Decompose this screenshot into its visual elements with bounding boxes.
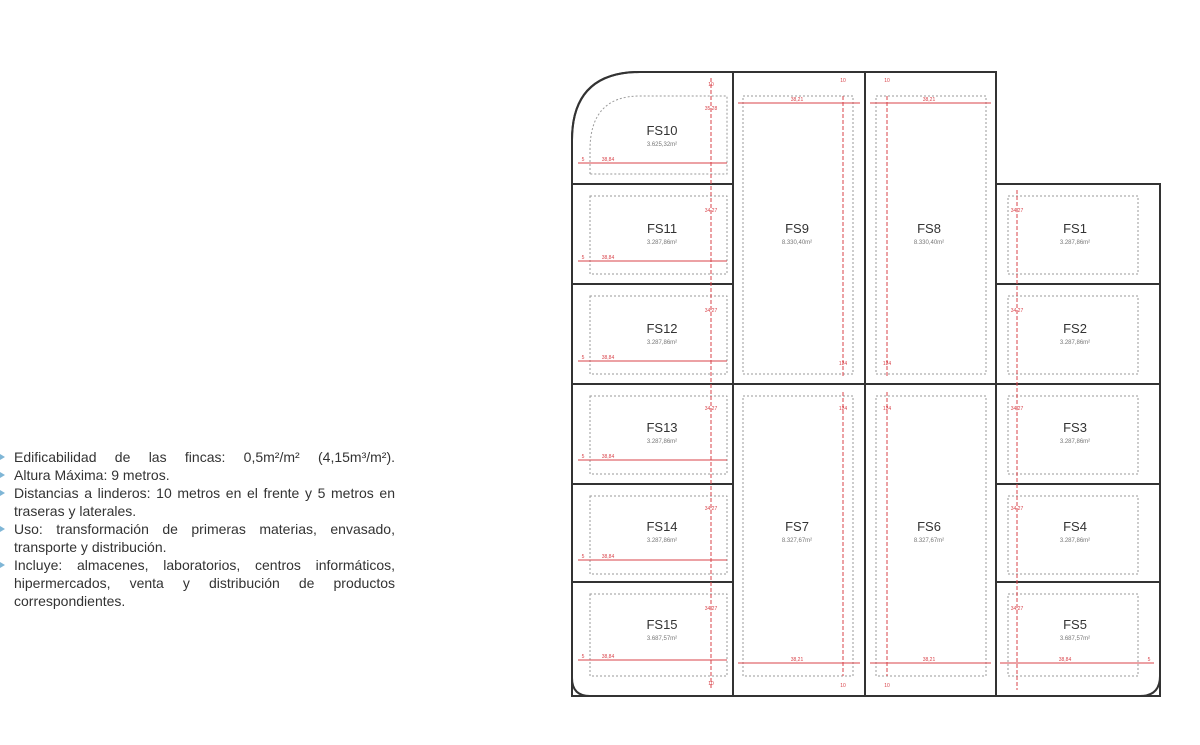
dim-label-right-depth: 34,27 xyxy=(1010,406,1024,412)
dim-label-left-depth: 35,28 xyxy=(704,106,718,112)
plot-fs13-label: FS13 xyxy=(646,420,678,435)
dim-label-left-width: 38,84 xyxy=(601,255,615,261)
dim-label-left-width: 38,84 xyxy=(601,454,615,460)
dim-label-left-width: 38,84 xyxy=(601,355,615,361)
dim-label-fs9-width: 38,21 xyxy=(790,97,804,103)
plot-fs7-area: 8.327,67m² xyxy=(781,538,813,544)
dim-label-right-depth: 34,27 xyxy=(1010,506,1024,512)
plot-fs10-label: FS10 xyxy=(646,123,678,138)
plot-fs4-buildable-area xyxy=(1008,496,1138,574)
dim-label-left-setback: 5 xyxy=(581,157,585,163)
dim-label-left-depth: 34,27 xyxy=(704,506,718,512)
plot-fs4-label: FS4 xyxy=(1063,519,1087,534)
plot-fs6-area: 8.327,67m² xyxy=(913,538,945,544)
dim-label-right-setback: 5 xyxy=(1147,657,1151,663)
plot-fs9-label: FS9 xyxy=(785,221,809,236)
dim-label-right-depth: 34,27 xyxy=(1010,208,1024,214)
dim-label-left-depth: 34,27 xyxy=(704,308,718,314)
plot-fs2-label: FS2 xyxy=(1063,321,1087,336)
plot-fs11-area: 3.287,86m² xyxy=(646,240,678,246)
spec-edificabilidad: Edificabilidad de las fincas: 0,5m²/m² (4,15m³/m²). xyxy=(0,448,395,466)
plot-fs5-label: FS5 xyxy=(1063,617,1087,632)
dim-label-left-setback: 5 xyxy=(581,454,585,460)
plot-fs15-area: 3.687,57m² xyxy=(646,636,678,642)
dim-label-left-width: 38,84 xyxy=(601,654,615,660)
dim-label-left-setback: 5 xyxy=(581,255,585,261)
spec-incluye: Incluye: almacenes, laboratorios, centros informáticos, hipermercados, venta y distribución de productos correspondientes. xyxy=(0,556,395,610)
plot-fs5-buildable-area xyxy=(1008,594,1138,676)
plot-fs14-label: FS14 xyxy=(646,519,678,534)
plot-fs3-label: FS3 xyxy=(1063,420,1087,435)
plot-fs6-label: FS6 xyxy=(917,519,941,534)
dim-label-fs7-depth: 124 xyxy=(838,406,848,412)
dim-label-fs9-depth: 124 xyxy=(838,361,848,367)
plot-fs10-area: 3.625,32m² xyxy=(646,142,678,148)
plot-fs12-area: 3.287,86m² xyxy=(646,340,678,346)
plot-fs14-area: 3.287,86m² xyxy=(646,538,678,544)
plot-fs3-buildable-area xyxy=(1008,396,1138,474)
plot-fs6-buildable-area xyxy=(876,396,986,676)
dim-label-fs7-width: 38,21 xyxy=(790,657,804,663)
plot-fs9-area: 8.330,40m² xyxy=(781,240,813,246)
dim-label-top-setback: 10 xyxy=(708,82,714,88)
plot-fs11-label: FS11 xyxy=(646,221,678,236)
plot-fs1-label: FS1 xyxy=(1063,221,1087,236)
dim-label-left-setback: 5 xyxy=(581,554,585,560)
dim-label-left-depth: 34,27 xyxy=(704,406,718,412)
dim-label-bottom-setback: 10 xyxy=(708,681,714,687)
plot-fs7-label: FS7 xyxy=(785,519,809,534)
dim-label-fs7-setback: 10 xyxy=(840,683,846,689)
plot-fs1-area: 3.287,86m² xyxy=(1059,240,1091,246)
dim-label-left-width: 38,84 xyxy=(601,157,615,163)
spec-distancias: Distancias a linderos: 10 metros en el frente y 5 metros en traseras y laterales. xyxy=(0,484,395,520)
plot-fs4-area: 3.287,86m² xyxy=(1059,538,1091,544)
plot-fs3-area: 3.287,86m² xyxy=(1059,439,1091,445)
spec-altura: Altura Máxima: 9 metros. xyxy=(0,466,395,484)
plot-fs8-label: FS8 xyxy=(917,221,941,236)
spec-uso: Uso: transformación de primeras materias, envasado, transporte y distribución. xyxy=(0,520,395,556)
plot-fs2-area: 3.287,86m² xyxy=(1059,340,1091,346)
plot-fs12-label: FS12 xyxy=(646,321,678,336)
dim-label-left-setback: 5 xyxy=(581,355,585,361)
dim-label-right-width: 38,84 xyxy=(1058,657,1072,663)
plot-fs15-label: FS15 xyxy=(646,617,678,632)
dim-label-fs8-depth: 124 xyxy=(882,361,892,367)
dim-label-left-depth: 34,27 xyxy=(704,606,718,612)
dim-label-fs6-setback: 10 xyxy=(884,683,890,689)
dim-label-fs8-width: 38,21 xyxy=(922,97,936,103)
dim-label-right-depth: 34,27 xyxy=(1010,606,1024,612)
dim-label-left-setback: 5 xyxy=(581,654,585,660)
dim-label-fs6-width: 38,21 xyxy=(922,657,936,663)
plot-fs8-area: 8.330,40m² xyxy=(913,240,945,246)
dim-label-fs9-setback: 10 xyxy=(840,78,846,84)
dim-label-left-width: 38,84 xyxy=(601,554,615,560)
plot-fs5-area: 3.687,57m² xyxy=(1059,636,1091,642)
dim-label-left-depth: 34,27 xyxy=(704,208,718,214)
dim-label-right-depth: 34,27 xyxy=(1010,308,1024,314)
plot-fs7-buildable-area xyxy=(743,396,853,676)
dim-label-fs6-depth: 124 xyxy=(882,406,892,412)
dim-label-fs8-setback: 10 xyxy=(884,78,890,84)
plot-fs13-area: 3.287,86m² xyxy=(646,439,678,445)
